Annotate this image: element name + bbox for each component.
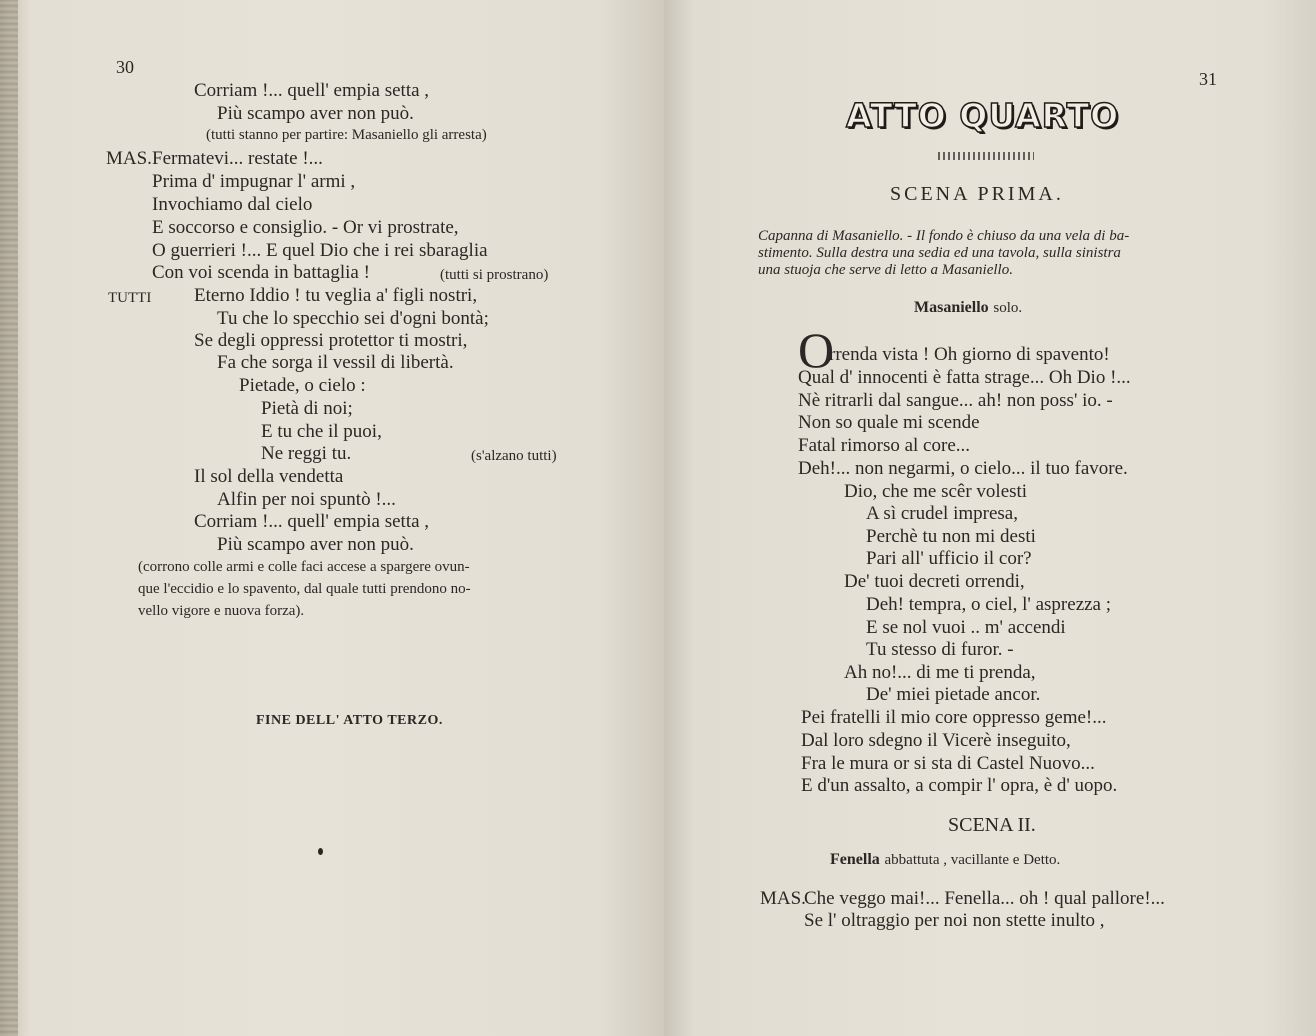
verse-line: E soccorso e consiglio. - Or vi prostrate, bbox=[152, 217, 459, 238]
character-name: Masaniello bbox=[914, 299, 989, 316]
scene-heading: SCENA II. bbox=[948, 814, 1036, 836]
verse-line: Ne reggi tu. bbox=[261, 443, 352, 464]
verse-line: Deh!... non negarmi, o cielo... il tuo favore. bbox=[798, 458, 1128, 479]
stage-direction: Capanna di Masaniello. - Il fondo è chiuso da una vela di ba- bbox=[758, 228, 1130, 244]
verse-line: Deh! tempra, o ciel, l' asprezza ; bbox=[866, 594, 1112, 615]
scene-heading: SCENA PRIMA. bbox=[890, 183, 1064, 205]
ink-speck bbox=[318, 848, 323, 855]
verse-line: Fra le mura or si sta di Castel Nuovo... bbox=[801, 753, 1095, 774]
verse-line: Se degli oppressi protettor ti mostri, bbox=[194, 330, 468, 351]
page-number: 31 bbox=[1199, 69, 1217, 89]
verse-line: Pei fratelli il mio core oppresso geme!... bbox=[801, 707, 1107, 728]
stage-direction: (tutti si prostrano) bbox=[440, 267, 549, 283]
verse-line: Qual d' innocenti è fatta strage... Oh Dio !... bbox=[798, 367, 1131, 388]
stage-direction: (tutti stanno per partire: Masaniello gli arresta) bbox=[206, 127, 487, 143]
verse-line: E d'un assalto, a compir l' opra, è d' uopo. bbox=[801, 775, 1118, 796]
verse-line: De' miei pietade ancor. bbox=[866, 684, 1041, 705]
stage-direction: una stuoja che serve di letto a Masaniello. bbox=[758, 262, 1013, 278]
verse-line: rrenda vista ! Oh giorno di spavento! bbox=[829, 344, 1110, 365]
character-line bbox=[914, 296, 1022, 319]
page-number: 30 bbox=[116, 57, 134, 77]
verse-line: Più scampo aver non può. bbox=[217, 534, 414, 555]
stage-direction: (corrono colle armi e colle faci accese a spargere ovun- bbox=[138, 559, 470, 575]
verse-line: E se nol vuoi .. m' accendi bbox=[866, 617, 1066, 638]
verse-line: Se l' oltraggio per noi non stette inulto , bbox=[804, 910, 1105, 931]
verse-line: Perchè tu non mi desti bbox=[866, 526, 1036, 547]
drop-cap: O bbox=[798, 322, 835, 378]
verse-line: Con voi scenda in battaglia ! bbox=[152, 262, 370, 283]
speaker-label: MAS. bbox=[760, 888, 806, 909]
verse-line: Pari all' ufficio il cor? bbox=[866, 548, 1032, 569]
act-title: ATTO QUARTO bbox=[846, 96, 1120, 135]
character-name: Fenella bbox=[830, 851, 880, 868]
act-end-label: FINE DELL' ATTO TERZO. bbox=[256, 713, 443, 728]
character-note: abbattuta , vacillante e Detto. bbox=[884, 852, 1061, 868]
stage-direction: vello vigore e nuova forza). bbox=[138, 603, 305, 619]
verse-line: Dal loro sdegno il Vicerè inseguito, bbox=[801, 730, 1071, 751]
verse-line: Corriam !... quell' empia setta , bbox=[194, 80, 430, 101]
verse-line: Più scampo aver non può. bbox=[217, 103, 414, 124]
verse-line: A sì crudel impresa, bbox=[866, 503, 1018, 524]
page-edge bbox=[0, 0, 18, 1036]
verse-line: Tu stesso di furor. - bbox=[866, 639, 1014, 660]
verse-line: Non so quale mi scende bbox=[798, 412, 980, 433]
verse-line: Eterno Iddio ! tu veglia a' figli nostri, bbox=[194, 285, 478, 306]
verse-line: E tu che il puoi, bbox=[261, 421, 382, 442]
verse-line: Che veggo mai!... Fenella... oh ! qual pallore!... bbox=[804, 888, 1165, 909]
speaker-label: MAS. bbox=[106, 148, 152, 169]
right-page bbox=[664, 0, 1316, 1036]
verse-line: De' tuoi decreti orrendi, bbox=[844, 571, 1025, 592]
verse-line: Dio, che me scêr volesti bbox=[844, 481, 1028, 502]
verse-line: Fa che sorga il vessil di libertà. bbox=[217, 352, 454, 373]
character-note: solo. bbox=[993, 300, 1023, 316]
stage-direction: (s'alzano tutti) bbox=[471, 448, 557, 464]
verse-line: Pietà di noi; bbox=[261, 398, 353, 419]
stage-direction: stimento. Sulla destra una sedia ed una tavola, sulla sinistra bbox=[758, 245, 1121, 261]
verse-line: Prima d' impugnar l' armi , bbox=[152, 171, 356, 192]
verse-line: Invochiamo dal cielo bbox=[152, 194, 313, 215]
verse-line: Pietade, o cielo : bbox=[239, 375, 366, 396]
speaker-label: TUTTI bbox=[108, 290, 152, 306]
stage-direction: que l'eccidio e lo spavento, dal quale tutti prendono no- bbox=[138, 581, 471, 597]
verse-line: Ah no!... di me ti prenda, bbox=[844, 662, 1036, 683]
verse-line: Nè ritrarli dal sangue... ah! non poss' io. - bbox=[798, 390, 1113, 411]
verse-line: Tu che lo specchio sei d'ogni bontà; bbox=[217, 308, 489, 329]
verse-line: Il sol della vendetta bbox=[194, 466, 344, 487]
verse-line: Fermatevi... restate !... bbox=[152, 148, 323, 169]
ornament-divider bbox=[938, 152, 1034, 160]
verse-line: Fatal rimorso al core... bbox=[798, 435, 971, 456]
verse-line: O guerrieri !... E quel Dio che i rei sbaraglia bbox=[152, 240, 488, 261]
character-line bbox=[830, 848, 1060, 871]
verse-line: Corriam !... quell' empia setta , bbox=[194, 511, 430, 532]
verse-line: Alfin per noi spuntò !... bbox=[217, 489, 396, 510]
